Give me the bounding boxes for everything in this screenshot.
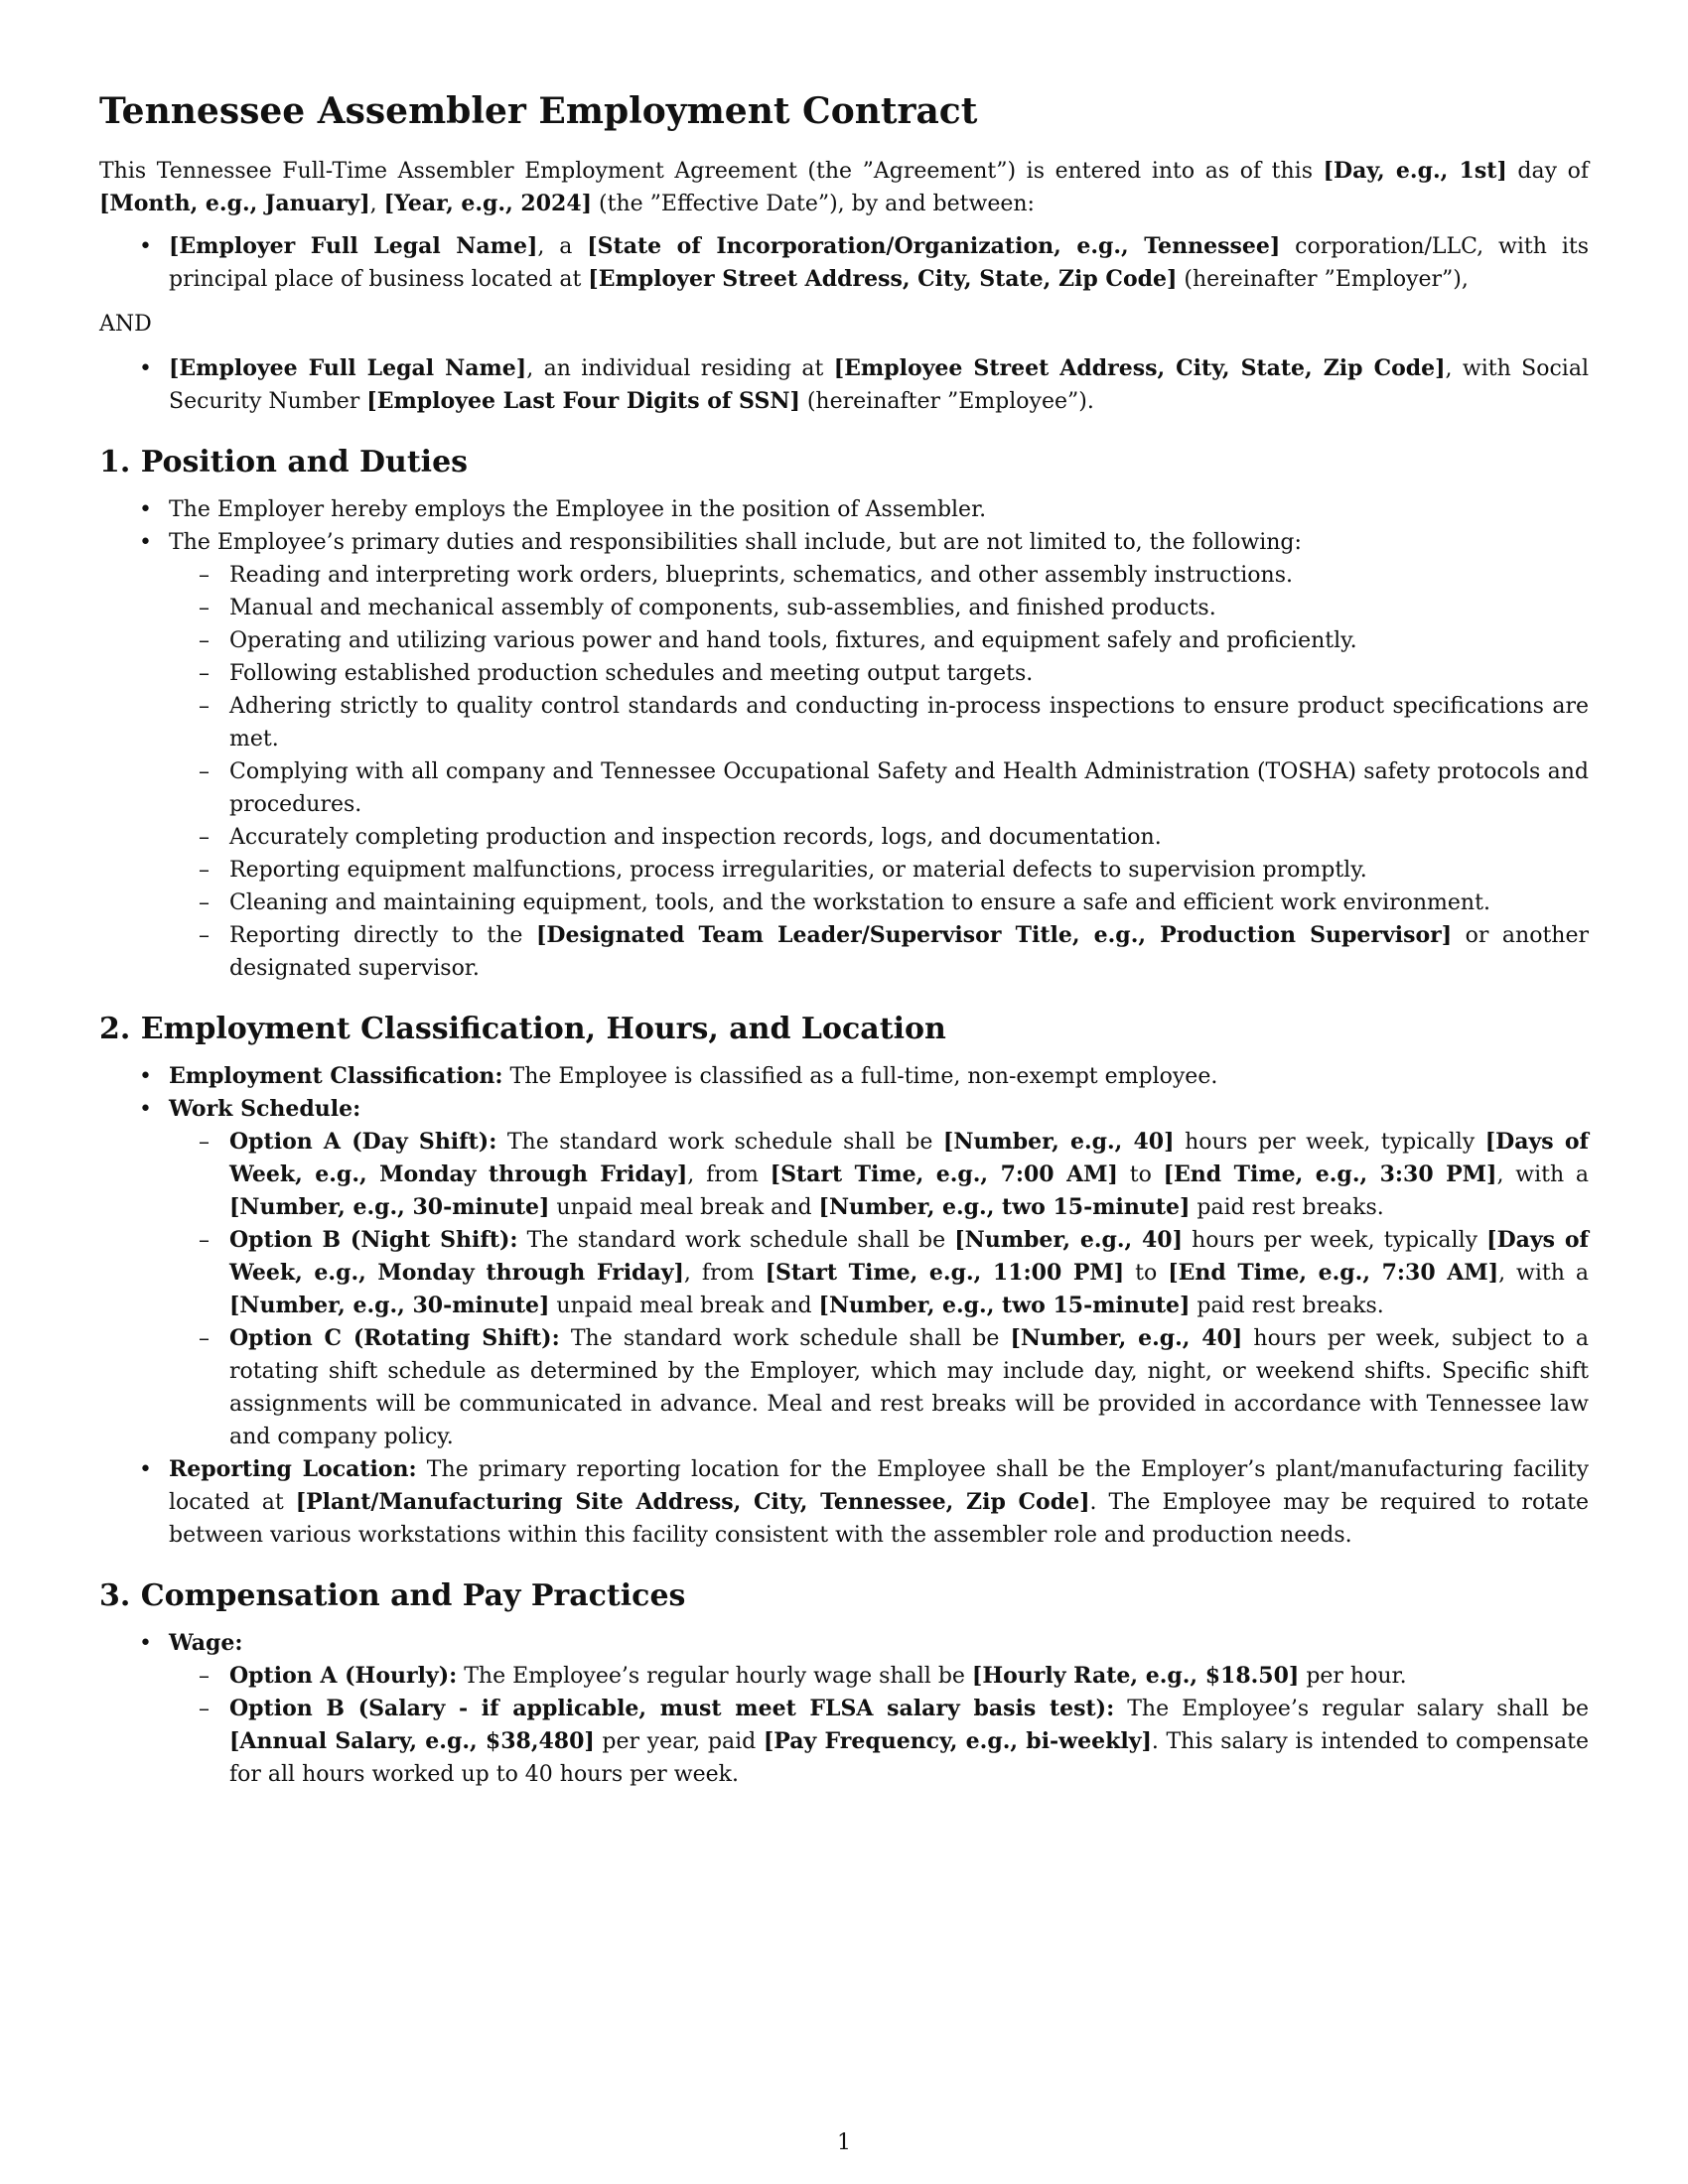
page-number: 1 <box>837 2130 851 2155</box>
day-placeholder: [Day, e.g., 1st] <box>1323 158 1507 184</box>
rotating-shift-option: – Option C (Rotating Shift): The standard work schedule shall be [Number, e.g., 40] hours per week, subject to a rotating shift schedule as determined by the Employer, which may include day, night, or weekend shifts. Specific shift assignments will be communicated in advance. Meal and rest breaks will be provided in accordance with Tennessee law and company policy. <box>169 1322 1589 1453</box>
section-3-heading: 3. Compensation and Pay Practices <box>99 1578 686 1613</box>
duty-item: – Operating and utilizing various power and hand tools, fixtures, and equipment safely and proficiently. <box>169 624 1589 657</box>
year-placeholder: [Year, e.g., 2024] <box>383 191 593 216</box>
duty-item: – Manual and mechanical assembly of components, sub-assemblies, and finished products. <box>169 592 1589 624</box>
reporting-location-item: • Reporting Location: The primary reporting location for the Employee shall be the Employer’s plant/manufacturing facility located at [Plant/Manufacturing Site Address, City, Tennessee, Zip Code]. The Employee may be required to rotate between various workstations within this facility consistent with the assembler role and production needs. <box>99 1453 1589 1552</box>
list-item: • The Employee’s primary duties and responsibilities shall include, but are not limited to, the following: – Reading and interpreting work orders, blueprints, schematics, and other assembly instructions. – Manual and mechanical assembly of components, sub-assemblies, and finished products. – Operating and utilizing various power and hand tools, fixtures, and equipment safely and proficiently. – Following established production schedules and meeting output targets. – Adhering strictly to quality control standards and conducting in-process inspections to ensure product specifications are met. – Complying with all company and Tennessee Occupational Safety and Health Administration (TOSHA) safety protocols and procedures. – Accurately completing production and inspection records, logs, and documentation. – Reporting equipment malfunctions, process irregularities, or material defects to supervision promptly. – Cleaning and maintaining equipment, tools, and the workstation to ensure a safe and efficient work environment. – Reporting directly to the [Designated Team Leader/Supervisor Title, e.g., Production Supervisor] or another designated supervisor. <box>99 526 1589 985</box>
salary-option: – Option B (Salary - if applicable, must meet FLSA salary basis test): The Employee’s regular salary shall be [Annual Salary, e.g., $38,480] per year, paid [Pay Frequency, e.g., bi-weekly]. This salary is intended to compensate for all hours worked up to 40 hours per week. <box>169 1693 1589 1791</box>
duty-item: – Reading and interpreting work orders, blueprints, schematics, and other assembly instructions. <box>169 559 1589 592</box>
duty-item: – Reporting directly to the [Designated Team Leader/Supervisor Title, e.g., Production Supervisor] or another designated supervisor. <box>169 919 1589 985</box>
work-schedule-item: • Work Schedule: – Option A (Day Shift): The standard work schedule shall be [Number, e.g., 40] hours per week, typically [Days of Week, e.g., Monday through Friday], from [Start Time, e.g., 7:00 AM] to [End Time, e.g., 3:30 PM], with a [Number, e.g., 30-minute] unpaid meal break and [Number, e.g., two 15-minute] paid rest breaks. – Option B (Night Shift): The standard work schedule shall be [Number, e.g., 40] hours per week, typically [Days of Week, e.g., Monday through Friday], from [Start Time, e.g., 11:00 PM] to [End Time, e.g., 7:30 AM], with a [Number, e.g., 30-minute] unpaid meal break and [Number, e.g., two 15-minute] paid rest breaks. – Option C (Rotating Shift): The standard work schedule shall be [Number, e.g., 40] hours per week, subject to a rotating shift schedule as determined by the Employer, which may include day, night, or weekend shifts. Specific shift assignments will be communicated in advance. Meal and rest breaks will be provided in accordance with Tennessee law and company policy. <box>99 1093 1589 1453</box>
month-placeholder: [Month, e.g., January] <box>99 191 370 216</box>
night-shift-option: – Option B (Night Shift): The standard work schedule shall be [Number, e.g., 40] hours per week, typically [Days of Week, e.g., Monday through Friday], from [Start Time, e.g., 11:00 PM] to [End Time, e.g., 7:30 AM], with a [Number, e.g., 30-minute] unpaid meal break and [Number, e.g., two 15-minute] paid rest breaks. <box>169 1224 1589 1322</box>
hourly-option: – Option A (Hourly): The Employee’s regular hourly wage shall be [Hourly Rate, e.g., $18.50] per hour. <box>169 1660 1589 1693</box>
duty-item: – Reporting equipment malfunctions, process irregularities, or material defects to supervision promptly. <box>169 854 1589 887</box>
duty-item: – Accurately completing production and inspection records, logs, and documentation. <box>169 821 1589 854</box>
list-item: • The Employer hereby employs the Employee in the position of Assembler. <box>99 493 1589 526</box>
day-shift-option: – Option A (Day Shift): The standard work schedule shall be [Number, e.g., 40] hours per week, typically [Days of Week, e.g., Monday through Friday], from [Start Time, e.g., 7:00 AM] to [End Time, e.g., 3:30 PM], with a [Number, e.g., 30-minute] unpaid meal break and [Number, e.g., two 15-minute] paid rest breaks. <box>169 1126 1589 1224</box>
duty-item: – Cleaning and maintaining equipment, tools, and the workstation to ensure a safe and efficient work environment. <box>169 887 1589 919</box>
contract-page <box>99 89 1589 1791</box>
duty-item: – Following established production schedules and meeting output targets. <box>169 657 1589 690</box>
schedule-options-list <box>169 1126 1589 1453</box>
section-1-heading: 1. Position and Duties <box>99 445 469 479</box>
document-title: Tennessee Assembler Employment Contract <box>99 90 978 132</box>
duties-list <box>169 559 1589 985</box>
intro-paragraph: This Tennessee Full-Time Assembler Employment Agreement (the ”Agreement”) is entered into as of this [Day, e.g., 1st] day of [Month, e.g., January], [Year, e.g., 2024] (the ”Effective Date”), by and between: <box>99 158 1589 216</box>
duty-item: – Adhering strictly to quality control standards and conducting in-process inspections to ensure product specifications are met. <box>169 690 1589 755</box>
classification-item: • Employment Classification: The Employee is classified as a full-time, non-exempt employee. <box>99 1060 1589 1093</box>
section-2-list <box>99 1060 1589 1552</box>
wage-options-list <box>169 1660 1589 1791</box>
employee-party: • [Employee Full Legal Name], an individual residing at [Employee Street Address, City, State, Zip Code], with Social Security Number [Employee Last Four Digits of SSN] (hereinafter ”Employee”). <box>99 352 1589 418</box>
section-1-list <box>99 493 1589 985</box>
and-separator: AND <box>99 312 152 337</box>
employee-party-list <box>99 352 1589 418</box>
employer-party-list <box>99 230 1589 296</box>
duty-item: – Complying with all company and Tennessee Occupational Safety and Health Administration (TOSHA) safety protocols and procedures. <box>169 755 1589 821</box>
wage-item: • Wage: – Option A (Hourly): The Employee’s regular hourly wage shall be [Hourly Rate, e.g., $18.50] per hour. – Option B (Salary - if applicable, must meet FLSA salary basis test): The Employee’s regular salary shall be [Annual Salary, e.g., $38,480] per year, paid [Pay Frequency, e.g., bi-weekly]. This salary is intended to compensate for all hours worked up to 40 hours per week. <box>99 1627 1589 1791</box>
section-3-list <box>99 1627 1589 1791</box>
section-2-heading: 2. Employment Classification, Hours, and Location <box>99 1012 946 1046</box>
employer-party: • [Employer Full Legal Name], a [State of Incorporation/Organization, e.g., Tennessee] corporation/LLC, with its principal place of business located at [Employer Street Address, City, State, Zip Code] (hereinafter ”Employer”), <box>99 230 1589 296</box>
